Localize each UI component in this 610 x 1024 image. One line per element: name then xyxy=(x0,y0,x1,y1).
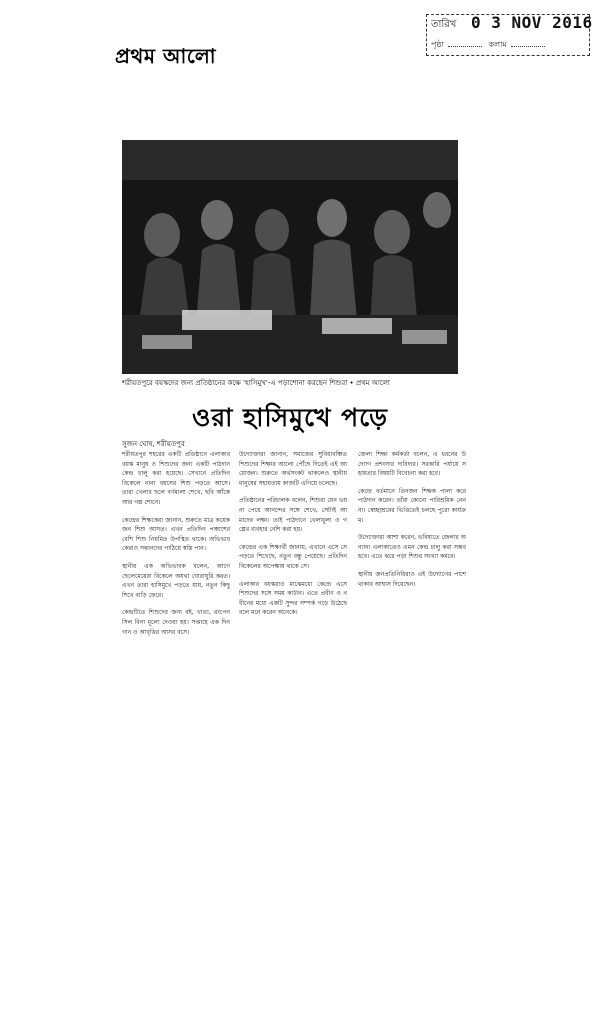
article-headline: ওরা হাসিমুখে পড়ে xyxy=(191,403,389,432)
paragraph: কেন্দ্রের এক শিক্ষার্থী জানায়, এখানে এসে সে পড়তে শিখেছে, নতুন বন্ধু পেয়েছে। প্রতিদিন বিকেলের অপেক্ষায় থাকে সে। xyxy=(239,543,347,570)
news-article xyxy=(112,128,468,898)
stamp-column-label: কলাম xyxy=(488,40,507,49)
article-body xyxy=(122,450,468,890)
article-column-2 xyxy=(239,450,347,890)
classroom-photo-illustration xyxy=(122,140,458,374)
article-column-1 xyxy=(122,450,230,890)
paragraph: প্রতিষ্ঠানের পরিচালক বলেন, শিশুরা যেন ভয় না পেয়ে আনন্দের সঙ্গে শেখে, সেটাই আমাদের লক্ষ্য। তাই পাঠদানে খেলাধুলা ও গল্পের ব্যবহার বেশি করা হয়। xyxy=(239,497,347,534)
paragraph: উদ্যোক্তারা জানান, সমাজের সুবিধাবঞ্চিত শিশুদের শিক্ষার আলো পৌঁছে দিতেই এই আয়োজন। শুরুতে অর্থসংকট থাকলেও স্থানীয় মানুষের সহায়তায় কাজটি এগিয়ে চলেছে। xyxy=(239,451,347,487)
stamp-page-label: পৃষ্ঠা xyxy=(431,40,444,49)
paragraph: স্থানীয় এক অভিভাবক বলেন, আগে ছেলেমেয়েরা বিকেলে অযথা ঘোরাঘুরি করত। এখন তারা হাসিমুখে পড়তে যায়, নতুন কিছু শিখে বাড়ি ফেরে। xyxy=(122,562,230,599)
clipping-date-stamp xyxy=(426,13,593,56)
paragraph: উদ্যোক্তারা আশা করেন, ভবিষ্যতে জেলার অন্যান্য এলাকাতেও এমন কেন্দ্র চালু করা সম্ভব হবে। এতে ঝরে পড়া শিশুর সংখ্যা কমবে। xyxy=(358,534,466,561)
paragraph: এলাকার বয়স্করাও মাঝেমধ্যে কেন্দ্রে এসে শিশুদের সঙ্গে সময় কাটান। এতে প্রবীণ ও নবীনের মধ্যে একটি সুন্দর সম্পর্ক গড়ে উঠেছে বলে মনে করেন অনেকে। xyxy=(239,580,347,617)
paragraph: কেন্দ্রের শিক্ষকেরা জানান, শুরুতে মাত্র কয়েকজন শিশু আসত। এখন প্রতিদিন পঞ্চাশের বেশি শিশু নিয়মিত উপস্থিত থাকে। অভিভাবকেরাও সন্তানদের পাঠিয়ে স্বস্তি পান। xyxy=(122,516,230,553)
paragraph: জেলা শিক্ষা কর্মকর্তা বলেন, এ ধরনের উদ্যোগ প্রশংসার দাবিদার। সরকারি পর্যায়ে সহায়তার বিষয়টি বিবেচনা করা হবে। xyxy=(358,451,466,478)
paragraph: কেন্দ্রটিতে শিশুদের জন্য বই, খাতা, রংপেনসিল বিনা মূল্যে দেওয়া হয়। সপ্তাহে এক দিন গান ও আবৃত্তির আসর বসে। xyxy=(122,609,230,636)
article-byline: সুজন ঘোষ, শরীয়তপুর xyxy=(122,440,185,448)
photo-caption: শরীয়তপুরে বয়স্কদের জন্য প্রতিষ্ঠানের কক্ষে 'হাসিমুখ'-এ পড়াশোনা করছেন শিশুরা • প্রথম আলো xyxy=(122,379,390,387)
paragraph: শরীয়তপুর শহরের একটি প্রতিষ্ঠানে এলাকার বয়স্ক মানুষ ও শিশুদের জন্য একটি পাঠদান কেন্দ্র চালু করা হয়েছে। সেখানে প্রতিদিন বিকেলে নানা বয়সের শিশু পড়তে আসে। তারা খেলার ছলে বর্ণমালা শেখে, ছবি আঁকে আর গল্প শোনে। xyxy=(122,451,230,506)
stamp-page-row xyxy=(431,39,549,52)
newspaper-masthead: প্রথম আলো xyxy=(115,44,217,68)
article-column-3 xyxy=(358,450,466,890)
paragraph: স্থানীয় জনপ্রতিনিধিরাও এই উদ্যোগের পাশে থাকার আশ্বাস দিয়েছেন। xyxy=(358,570,466,588)
paragraph: কেন্দ্রে বর্তমানে তিনজন শিক্ষক পালা করে পাঠদান করেন। তাঁরা কোনো পারিশ্রমিক নেন না। স্বেচ্ছাশ্রমের ভিত্তিতেই চলছে পুরো কার্যক্রম। xyxy=(358,487,466,524)
article-photo xyxy=(122,140,458,374)
stamp-date-label: তারিখ xyxy=(431,19,457,30)
stamp-date-value: 0 3 NOV 2016 xyxy=(471,13,593,32)
stamp-date-row xyxy=(431,13,593,34)
